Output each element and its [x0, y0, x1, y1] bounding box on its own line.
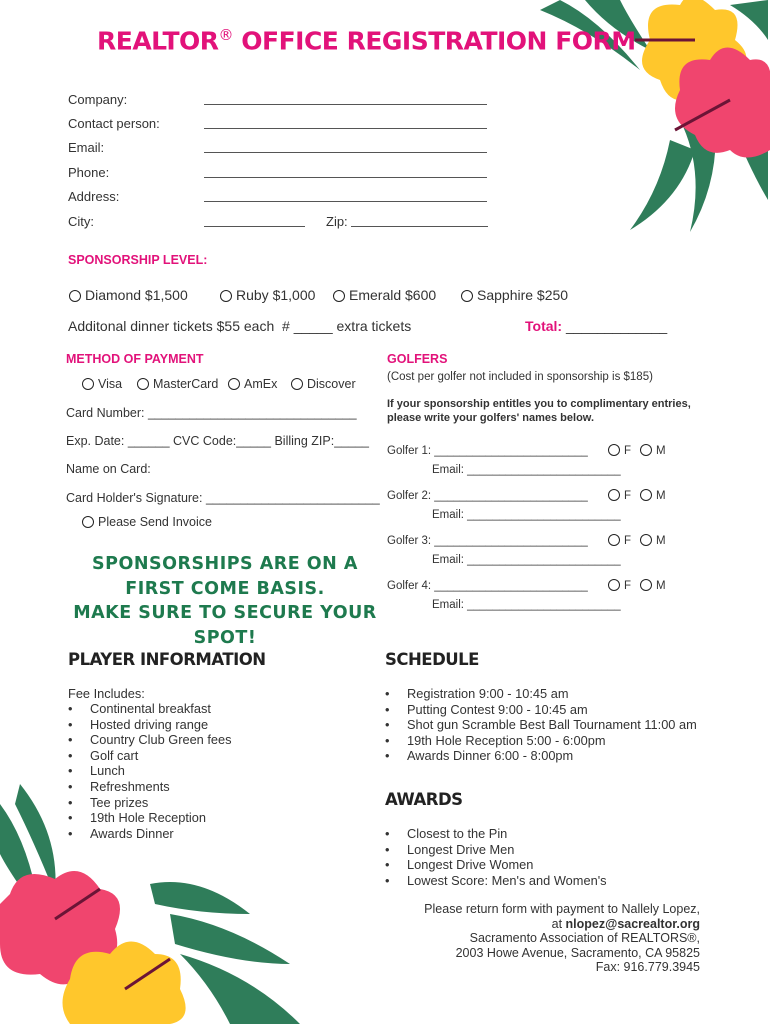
list-item: • Longest Drive Men [385, 842, 607, 858]
sponsor-sapphire-option[interactable]: Sapphire $250 [461, 287, 568, 303]
sponsorship-heading: SPONSORSHIP LEVEL: [68, 253, 208, 267]
golfer-4-name-field[interactable]: Golfer 4: ________________________ [387, 580, 588, 592]
address-label: Address: [68, 189, 120, 204]
zip-field[interactable] [351, 226, 488, 227]
total-line: _____________ [565, 318, 668, 334]
golfer-1-name-field[interactable]: Golfer 1: ________________________ [387, 445, 588, 457]
golfers-instruction: If your sponsorship entitles you to complimentary entries, please write your golfers' names below. [387, 398, 691, 424]
promo-text: SPONSORSHIPS ARE ON A FIRST COME BASIS. MAKE SURE TO SECURE YOUR SPOT! [73, 554, 377, 648]
title-rest: OFFICE REGISTRATION FORM [241, 26, 636, 56]
list-item: • 19th Hole Reception [68, 810, 232, 826]
contact-person-field[interactable] [204, 128, 487, 129]
radio-icon[interactable] [291, 378, 303, 390]
golfer-3-name-field[interactable]: Golfer 3: ________________________ [387, 535, 588, 547]
payment-discover-option[interactable]: Discover [291, 377, 356, 391]
return-instructions: Please return form with payment to Nallely Lopez, at nlopez@sacrealtor.org Sacramento Association of REALTORS®, 2003 Howe Avenue, Sacramento, CA 95825 Fax: 916.779.3945 [424, 902, 700, 975]
golfers-heading: GOLFERS [387, 352, 448, 366]
radio-icon[interactable] [640, 444, 652, 456]
radio-icon[interactable] [608, 444, 620, 456]
payment-mastercard-option[interactable]: MasterCard [137, 377, 218, 391]
radio-icon[interactable] [608, 579, 620, 591]
list-item: • Closest to the Pin [385, 826, 607, 842]
schedule-heading: SCHEDULE [385, 650, 479, 669]
golfer-2-email-field[interactable]: Email: ________________________ [432, 509, 621, 521]
list-item: • Refreshments [68, 779, 232, 795]
city-label: City: [68, 214, 94, 229]
radio-icon[interactable] [640, 489, 652, 501]
radio-icon[interactable] [608, 534, 620, 546]
list-item: • Shot gun Scramble Best Ball Tournament 11:00 am [385, 717, 697, 733]
golfer-4-f-option[interactable]: F [608, 579, 631, 592]
awards-heading: AWARDS [385, 790, 463, 809]
golfer-2-m-option[interactable]: M [640, 489, 666, 502]
address-field[interactable] [204, 201, 487, 202]
radio-icon[interactable] [333, 290, 345, 302]
dinner-tickets-line[interactable]: Additonal dinner tickets $55 each # _____ extra tickets [68, 318, 412, 334]
phone-field[interactable] [204, 177, 487, 178]
golfer-4-email-field[interactable]: Email: ________________________ [432, 599, 621, 611]
company-field[interactable] [204, 104, 487, 105]
send-invoice-option[interactable]: Please Send Invoice [82, 515, 212, 529]
radio-icon[interactable] [640, 579, 652, 591]
list-item: • Awards Dinner 6:00 - 8:00pm [385, 748, 697, 764]
radio-icon[interactable] [137, 378, 149, 390]
payment-visa-option[interactable]: Visa [82, 377, 122, 391]
radio-icon[interactable] [82, 516, 94, 528]
list-item: • Longest Drive Women [385, 857, 607, 873]
golfers-cost-note: (Cost per golfer not included in sponsorship is $185) [387, 371, 653, 383]
radio-icon[interactable] [228, 378, 240, 390]
name-on-card-field[interactable]: Name on Card: [66, 462, 151, 476]
form-title [97, 26, 636, 55]
signature-field[interactable]: Card Holder's Signature: _________________________ [66, 491, 380, 505]
list-item: • Tee prizes [68, 795, 232, 811]
awards-list [385, 826, 607, 888]
company-label: Company: [68, 92, 128, 107]
sponsor-diamond-option[interactable]: Diamond $1,500 [69, 287, 188, 303]
contact-person-label: Contact person: [68, 116, 160, 131]
list-item: • Continental breakfast [68, 701, 232, 717]
total-label: Total: [525, 318, 563, 334]
payment-amex-option[interactable]: AmEx [228, 377, 277, 391]
sponsor-emerald-option[interactable]: Emerald $600 [333, 287, 436, 303]
radio-icon[interactable] [69, 290, 81, 302]
radio-icon[interactable] [82, 378, 94, 390]
title-main: REALTOR [97, 26, 219, 56]
list-item: • Registration 9:00 - 10:45 am [385, 686, 697, 702]
golfer-1-email-field[interactable]: Email: ________________________ [432, 464, 621, 476]
golfer-3-f-option[interactable]: F [608, 534, 631, 547]
list-item: • Awards Dinner [68, 826, 232, 842]
fee-includes-label: Fee Includes: [68, 686, 145, 701]
radio-icon[interactable] [608, 489, 620, 501]
card-number-field[interactable]: Card Number: ______________________________ [66, 406, 357, 420]
list-item: • Country Club Green fees [68, 732, 232, 748]
list-item: • Golf cart [68, 748, 232, 764]
golfer-1-m-option[interactable]: M [640, 444, 666, 457]
radio-icon[interactable] [640, 534, 652, 546]
radio-icon[interactable] [461, 290, 473, 302]
radio-icon[interactable] [220, 290, 232, 302]
golfer-3-email-field[interactable]: Email: ________________________ [432, 554, 621, 566]
list-item: • Lowest Score: Men's and Women's [385, 873, 607, 889]
golfer-2-name-field[interactable]: Golfer 2: ________________________ [387, 490, 588, 502]
total-field[interactable] [525, 318, 667, 334]
list-item: • 19th Hole Reception 5:00 - 6:00pm [385, 733, 697, 749]
contact-email-link[interactable]: nlopez@sacrealtor.org [565, 916, 700, 931]
schedule-list [385, 686, 697, 764]
fee-includes-list [68, 701, 232, 841]
player-info-heading: PLAYER INFORMATION [68, 650, 266, 669]
golfer-2-f-option[interactable]: F [608, 489, 631, 502]
sponsor-ruby-option[interactable]: Ruby $1,000 [220, 287, 315, 303]
list-item: • Hosted driving range [68, 717, 232, 733]
title-registered-mark: ® [218, 26, 234, 44]
email-field[interactable] [204, 152, 487, 153]
list-item: • Putting Contest 9:00 - 10:45 am [385, 702, 697, 718]
golfer-4-m-option[interactable]: M [640, 579, 666, 592]
zip-label: Zip: [326, 214, 348, 229]
phone-label: Phone: [68, 165, 110, 180]
email-label: Email: [68, 140, 105, 155]
list-item: • Lunch [68, 763, 232, 779]
payment-heading: METHOD OF PAYMENT [66, 352, 204, 366]
exp-cvc-zip-field[interactable]: Exp. Date: ______ CVC Code:_____ Billing ZIP:_____ [66, 434, 369, 448]
city-field[interactable] [204, 226, 305, 227]
golfer-3-m-option[interactable]: M [640, 534, 666, 547]
golfer-1-f-option[interactable]: F [608, 444, 631, 457]
